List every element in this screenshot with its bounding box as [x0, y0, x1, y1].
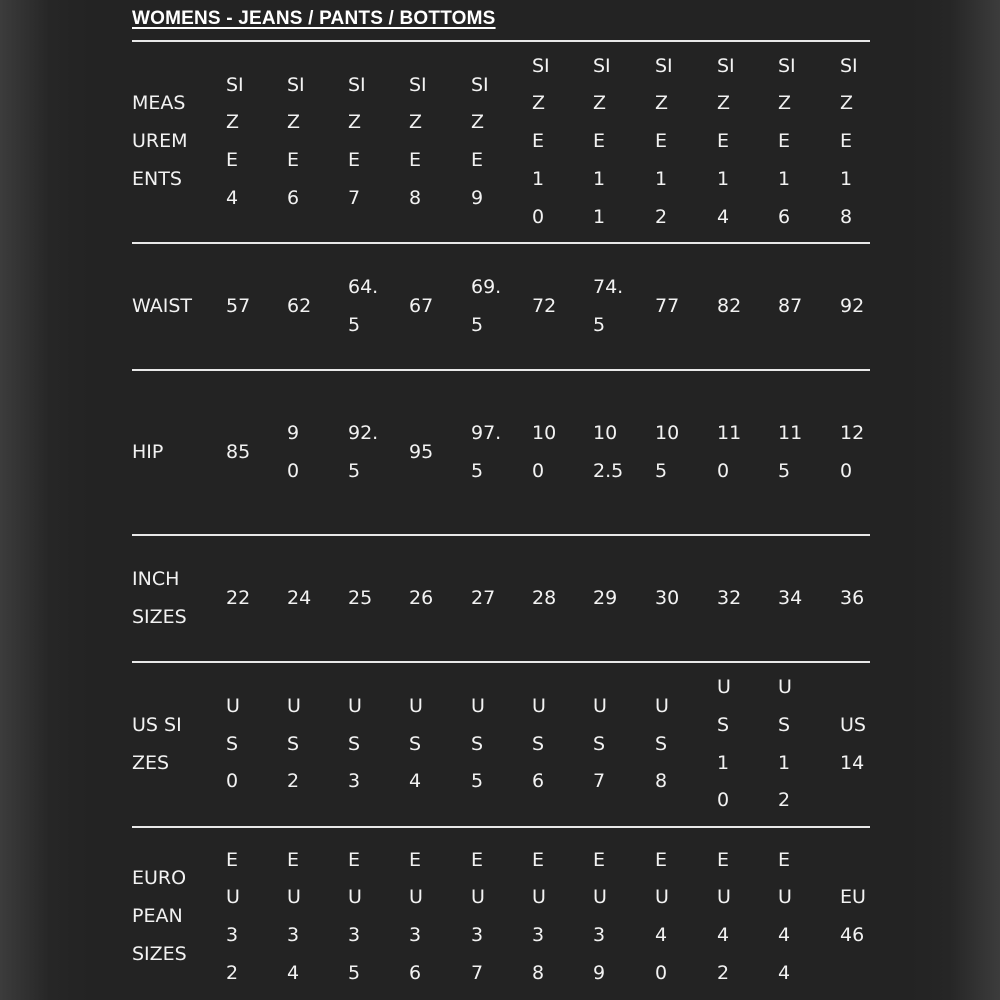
table-header-row — [132, 40, 870, 242]
table-cell: EU 36 — [409, 848, 423, 984]
table-cell: 90 — [287, 421, 300, 482]
table-cell: EU 40 — [655, 848, 669, 984]
row-label: EUROPEAN SIZES — [132, 867, 187, 965]
table-cell: 74.5 — [593, 275, 624, 336]
header-cell: SIZE 14 — [717, 54, 735, 228]
header-cell: SIZE 4 — [226, 73, 244, 209]
table-cell: 64.5 — [348, 275, 379, 336]
table-cell: 67 — [409, 294, 434, 317]
table-cell: US 8 — [655, 694, 669, 793]
table-row-european-sizes — [132, 826, 870, 1000]
table-cell: EU 44 — [778, 848, 792, 984]
table-cell: US 14 — [840, 713, 866, 774]
table-cell: US 0 — [226, 694, 240, 793]
size-chart-panel — [90, 0, 912, 1000]
table-cell: 105 — [655, 421, 680, 482]
table-cell: 77 — [655, 294, 680, 317]
table-cell: 72 — [532, 294, 557, 317]
table-row-hip — [132, 369, 870, 534]
table-cell: EU 42 — [717, 848, 731, 984]
table-cell: US 3 — [348, 694, 362, 793]
row-label: WAIST — [132, 294, 193, 317]
table-cell: 22 — [226, 586, 251, 609]
table-cell: EU 46 — [840, 886, 866, 946]
row-label: INCH SIZES — [132, 567, 187, 628]
table-cell: 25 — [348, 586, 373, 609]
table-cell: 28 — [532, 586, 557, 609]
table-cell: EU 39 — [593, 848, 607, 984]
table-row-waist — [132, 242, 870, 369]
row-label: US SIZES — [132, 713, 182, 774]
table-cell: 32 — [717, 586, 742, 609]
table-cell: EU 37 — [471, 848, 485, 984]
header-cell: SIZE 8 — [409, 73, 427, 209]
table-cell: 82 — [717, 294, 742, 317]
table-cell: 95 — [409, 440, 434, 463]
table-cell: 69.5 — [471, 275, 502, 336]
header-cell: SIZE 12 — [655, 54, 673, 228]
table-cell: EU 38 — [532, 848, 546, 984]
table-cell: 92 — [840, 294, 865, 317]
table-cell: 110 — [717, 421, 742, 482]
table-cell: US 12 — [778, 676, 792, 812]
header-cell: SIZE 18 — [840, 54, 858, 228]
table-cell: 100 — [532, 421, 557, 482]
chart-title: WOMENS - JEANS / PANTS / BOTTOMS — [132, 8, 496, 29]
table-cell: US 10 — [717, 676, 731, 812]
header-cell: SIZE 6 — [287, 73, 305, 209]
header-cell: SIZE 11 — [593, 54, 611, 228]
row-label: HIP — [132, 440, 164, 463]
table-cell: 62 — [287, 294, 312, 317]
table-cell: US 2 — [287, 694, 301, 793]
header-label: MEASUREMENTS — [132, 92, 188, 190]
table-cell: 36 — [840, 586, 865, 609]
table-cell: 34 — [778, 586, 803, 609]
table-cell: 97.5 — [471, 421, 502, 482]
header-cell: SIZE 9 — [471, 73, 489, 209]
table-cell: 24 — [287, 586, 312, 609]
table-cell: US 5 — [471, 694, 485, 793]
header-cell: SIZE 10 — [532, 54, 550, 228]
table-cell: US 4 — [409, 694, 423, 793]
table-cell: 26 — [409, 586, 434, 609]
table-cell: US 6 — [532, 694, 546, 793]
table-cell: EU 32 — [226, 848, 240, 984]
table-cell: 120 — [840, 421, 865, 482]
table-row-us-sizes — [132, 661, 870, 826]
table-cell: 57 — [226, 294, 251, 317]
table-cell: US 7 — [593, 694, 607, 793]
table-cell: EU 34 — [287, 848, 301, 984]
header-cell: SIZE 16 — [778, 54, 796, 228]
size-table — [132, 40, 870, 1000]
table-cell: 85 — [226, 440, 251, 463]
table-cell: 92.5 — [348, 421, 379, 482]
table-cell: 115 — [778, 421, 803, 482]
header-cell: SIZE 7 — [348, 73, 366, 209]
table-cell: 30 — [655, 586, 680, 609]
table-cell: 27 — [471, 586, 496, 609]
table-cell: 102.5 — [593, 421, 624, 482]
table-row-inch-sizes — [132, 534, 870, 661]
table-cell: 29 — [593, 586, 618, 609]
table-cell: 87 — [778, 294, 803, 317]
table-cell: EU 35 — [348, 848, 362, 984]
